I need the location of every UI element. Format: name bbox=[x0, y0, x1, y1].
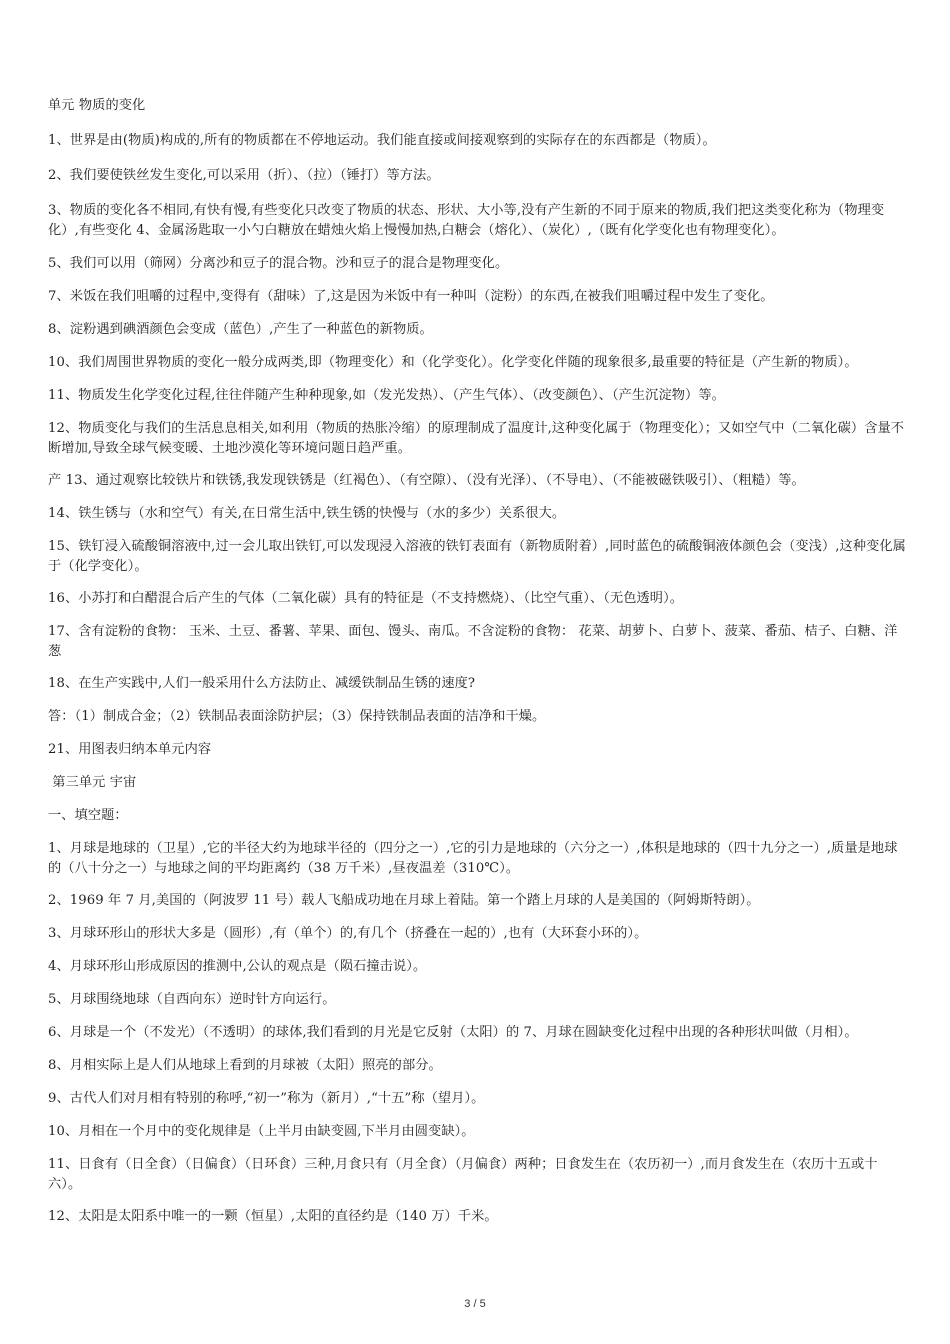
section-title-unit: 单元 物质的变化 bbox=[48, 98, 146, 113]
paragraph: 4、月球环形山形成原因的推测中,公认的观点是（陨石撞击说）。 bbox=[48, 959, 427, 974]
paragraph: 3、物质的变化各不相同,有快有慢,有些变化只改变了物质的状态、形状、大小等,没有产生新的不同于原来的物质,我们把这类变化称为（物理变化）,有些变化 4、金属汤匙取一小勺白糖放在蜡烛火焰上慢慢加热,白糖会（熔化）、（炭化）,（既有化学变化也有物理变化）。 bbox=[48, 203, 885, 238]
paragraph: 12、物质变化与我们的生活息息相关,如利用（物质的热胀冷缩）的原理制成了温度计,这种变化属于（物理变化）；又如空气中（二氧化碳）含量不断增加,导致全球气候变暖、土地沙漠化等环境问题日趋严重。 bbox=[48, 421, 905, 456]
paragraph: 7、米饭在我们咀嚼的过程中,变得有（甜味）了,这是因为米饭中有一种叫（淀粉）的东西,在被我们咀嚼过程中发生了变化。 bbox=[48, 289, 774, 304]
paragraph: 3、月球环形山的形状大多是（圆形）,有（单个）的,有几个（挤叠在一起的）,也有（大环套小环的）。 bbox=[48, 926, 648, 941]
paragraph: 2、我们要使铁丝发生变化,可以采用（折）、（拉）（锤打）等方法。 bbox=[48, 168, 440, 183]
paragraph: 12、太阳是太阳系中唯一的一颗（恒星）,太阳的直径约是（140 万）千米。 bbox=[48, 1209, 498, 1224]
paragraph: 8、淀粉遇到碘酒颜色会变成（蓝色）,产生了一种蓝色的新物质。 bbox=[48, 322, 433, 337]
paragraph: 8、月相实际上是人们从地球上看到的月球被（太阳）照亮的部分。 bbox=[48, 1058, 442, 1073]
paragraph: 1、世界是由(物质)构成的,所有的物质都在不停地运动。我们能直接或间接观察到的实际存在的东西都是（物质）。 bbox=[48, 133, 716, 148]
paragraph: 5、我们可以用（筛网）分离沙和豆子的混合物。沙和豆子的混合是物理变化。 bbox=[48, 256, 509, 271]
section-title-unit-three: 第三单元 宇宙 bbox=[48, 775, 137, 790]
paragraph: 11、物质发生化学变化过程,往往伴随产生种种现象,如（发光发热）、（产生气体）、（改变颜色）、（产生沉淀物）等。 bbox=[48, 388, 725, 403]
paragraph: 产 13、通过观察比较铁片和铁锈,我发现铁锈是（红褐色）、（有空隙）、（没有光泽）、（不导电）、（不能被磁铁吸引）、（粗糙）等。 bbox=[48, 473, 805, 488]
page-number: 3 / 5 bbox=[464, 1298, 486, 1310]
paragraph: 15、铁钉浸入硫酸铜溶液中,过一会儿取出铁钉,可以发现浸入溶液的铁钉表面有（新物质附着）,同时蓝色的硫酸铜液体颜色会（变浅）,这种变化属于（化学变化）。 bbox=[48, 539, 906, 574]
paragraph: 14、铁生锈与（水和空气）有关,在日常生活中,铁生锈的快慢与（水的多少）关系很大。 bbox=[48, 506, 566, 521]
paragraph: 10、我们周围世界物质的变化一般分成两类,即（物理变化）和（化学变化）。化学变化伴随的现象很多,最重要的特征是（产生新的物质）。 bbox=[48, 355, 858, 370]
paragraph: 21、用图表归纳本单元内容 bbox=[48, 742, 212, 757]
paragraph: 10、月相在一个月中的变化规律是（上半月由缺变圆,下半月由圆变缺）。 bbox=[48, 1124, 475, 1139]
paragraph: 16、小苏打和白醋混合后产生的气体（二氧化碳）具有的特征是（不支持燃烧）、（比空气重）、（无色透明）。 bbox=[48, 591, 684, 606]
paragraph: 17、含有淀粉的食物： 玉米、土豆、番薯、苹果、面包、馒头、南瓜。不含淀粉的食物： 花菜、胡萝卜、白萝卜、菠菜、番茄、桔子、白糖、洋葱 bbox=[48, 624, 898, 659]
paragraph: 11、日食有（日全食）（日偏食）（日环食）三种,月食只有（月全食）（月偏食）两种；日食发生在（农历初一）,而月食发生在（农历十五或十六）。 bbox=[48, 1157, 878, 1192]
paragraph: 答：（1）制成合金；（2）铁制品表面涂防护层；（3）保持铁制品表面的洁净和干燥。 bbox=[48, 709, 546, 724]
paragraph: 1、月球是地球的（卫星）,它的半径大约为地球半径的（四分之一）,它的引力是地球的（六分之一）,体积是地球的（四十九分之一）,质量是地球的（八十分之一）与地球之间的平均距离约（38 万千米）,昼夜温差（310℃）。 bbox=[48, 841, 898, 876]
paragraph: 18、在生产实践中,人们一般采用什么方法防止、减缓铁制品生锈的速度? bbox=[48, 676, 476, 691]
paragraph: 6、月球是一个（不发光）（不透明）的球体,我们看到的月光是它反射（太阳）的 7、月球在圆缺变化过程中出现的各种形状叫做（月相）。 bbox=[48, 1025, 858, 1040]
paragraph: 2、1969 年 7 月,美国的（阿波罗 11 号）载人飞船成功地在月球上着陆。第一个踏上月球的人是美国的（阿姆斯特朗）。 bbox=[48, 893, 760, 908]
paragraph: 9、古代人们对月相有特别的称呼,“初一”称为（新月）,“十五”称（望月）。 bbox=[48, 1091, 485, 1106]
subsection-heading: 一、填空题： bbox=[48, 808, 128, 823]
paragraph: 5、月球围绕地球（自西向东）逆时针方向运行。 bbox=[48, 992, 336, 1007]
